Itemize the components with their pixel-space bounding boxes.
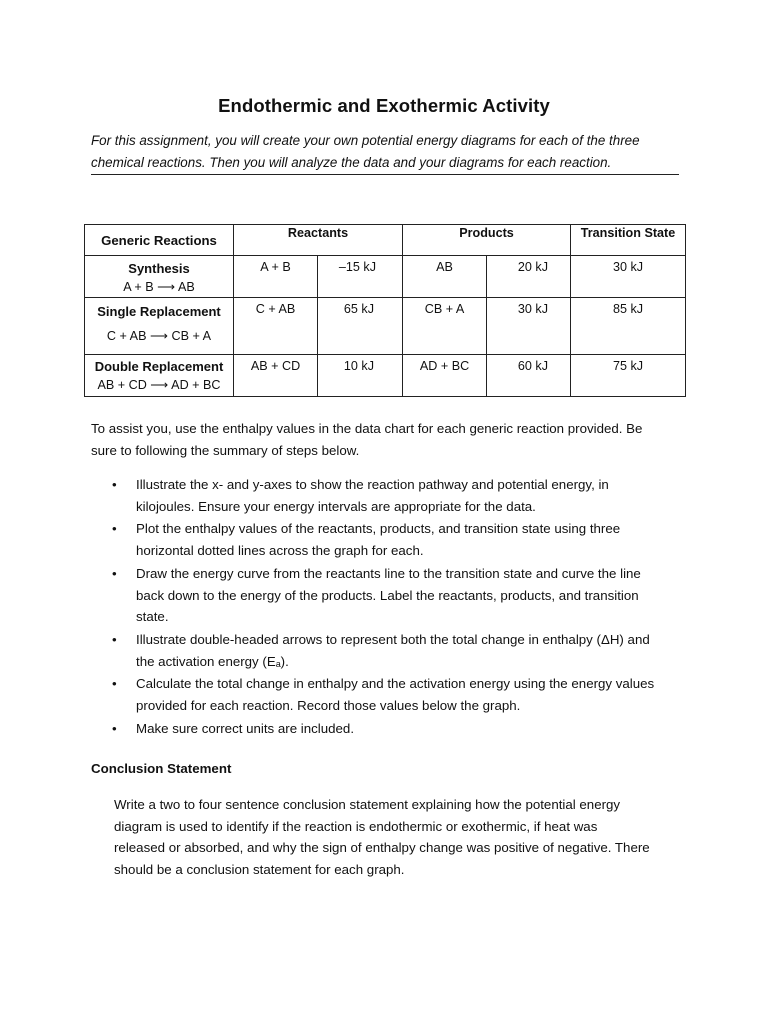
product-cell: AB (403, 256, 487, 298)
list-item-line: horizontal dotted lines across the graph for each. (136, 543, 424, 559)
transition-energy-cell: 30 kJ (571, 256, 686, 298)
reactant-energy-cell: –15 kJ (318, 256, 403, 298)
list-item (110, 474, 690, 517)
header-transition-state: Transition State (571, 225, 686, 256)
table-row (85, 355, 686, 397)
instructions-line: sure to following the summary of steps below. (91, 442, 360, 458)
reactant-cell: C + AB (234, 298, 318, 355)
product-energy-cell: 60 kJ (487, 355, 571, 397)
header-products: Products (403, 225, 571, 256)
list-item-line: back down to the energy of the products. Label the reactants, products, and transition (136, 587, 639, 603)
reaction-name: Single Replacement (97, 304, 221, 319)
conclusion-line: should be a conclusion statement for each graph. (114, 862, 405, 878)
product-energy-cell: 20 kJ (487, 256, 571, 298)
list-item (110, 629, 690, 672)
list-item (110, 718, 690, 740)
intro-paragraph (91, 130, 679, 175)
steps-list (110, 474, 690, 740)
conclusion-paragraph (114, 794, 674, 881)
header-generic-reactions: Generic Reactions (85, 225, 234, 256)
reaction-name: Synthesis (128, 261, 190, 276)
bullet-icon: • (112, 676, 117, 692)
bullet-icon: • (112, 477, 117, 492)
table-row (85, 256, 686, 298)
intro-line: For this assignment, you will create your own potential energy diagrams for each of the three (91, 133, 640, 148)
reaction-cell (85, 256, 234, 298)
list-item-line: Plot the enthalpy values of the reactants, products, and transition state using three (136, 521, 621, 537)
table-row (85, 298, 686, 355)
intro-line: chemical reactions. Then you will analyze the data and your diagrams for each reaction. (91, 154, 612, 170)
list-item-line: kilojoules. Ensure your energy intervals are appropriate for the data. (136, 498, 536, 514)
product-energy-cell: 30 kJ (487, 298, 571, 355)
bullet-icon: • (112, 565, 117, 581)
list-item (110, 518, 690, 561)
list-item-line: Illustrate the x- and y-axes to show the reaction pathway and potential energy, in (136, 477, 609, 492)
reaction-cell (85, 355, 234, 397)
conclusion-line: released or absorbed, and why the sign of enthalpy change was positive of negative. There (114, 840, 650, 856)
reactant-energy-cell: 65 kJ (318, 298, 403, 355)
bullet-icon: • (112, 720, 117, 736)
reaction-cell (85, 298, 234, 355)
reaction-data-table (84, 224, 686, 397)
list-item-line: Illustrate double-headed arrows to represent both the total change in enthalpy (ΔH) and (136, 631, 650, 647)
list-item-line: Draw the energy curve from the reactants line to the transition state and curve the line (136, 565, 641, 581)
conclusion-line: Write a two to four sentence conclusion statement explaining how the potential energy (114, 797, 621, 812)
reactant-cell: A + B (234, 256, 318, 298)
instructions-paragraph (91, 418, 681, 461)
reactant-energy-cell: 10 kJ (318, 355, 403, 397)
product-cell: AD + BC (403, 355, 487, 397)
transition-energy-cell: 85 kJ (571, 298, 686, 355)
product-cell: CB + A (403, 298, 487, 355)
instructions-line: To assist you, use the enthalpy values in the data chart for each generic reaction provided. Be (91, 421, 643, 436)
list-item-line: state. (136, 609, 169, 625)
table-header-row (85, 225, 686, 256)
bullet-icon: • (112, 521, 117, 537)
bullet-icon: • (112, 631, 117, 647)
reaction-equation: C + AB ⟶ CB + A (106, 329, 212, 343)
list-item (110, 673, 690, 716)
transition-energy-cell: 75 kJ (571, 355, 686, 397)
conclusion-line: diagram is used to identify if the reaction is endothermic or exothermic, if heat was (114, 818, 598, 834)
conclusion-heading: Conclusion Statement (91, 761, 232, 776)
list-item-line: the activation energy (Eₐ). (136, 653, 289, 669)
list-item (110, 563, 690, 628)
list-item-line: Calculate the total change in enthalpy and the activation energy using the energy values (136, 676, 655, 692)
page-title: Endothermic and Exothermic Activity (218, 95, 550, 116)
list-item-line: Make sure correct units are included. (136, 720, 355, 736)
reaction-equation: A + B ⟶ AB (123, 280, 195, 294)
list-item-line: provided for each reaction. Record those values below the graph. (136, 698, 521, 714)
reaction-name: Double Replacement (94, 359, 224, 374)
header-reactants: Reactants (234, 225, 403, 256)
reactant-cell: AB + CD (234, 355, 318, 397)
reaction-equation: AB + CD ⟶ AD + BC (97, 378, 221, 392)
